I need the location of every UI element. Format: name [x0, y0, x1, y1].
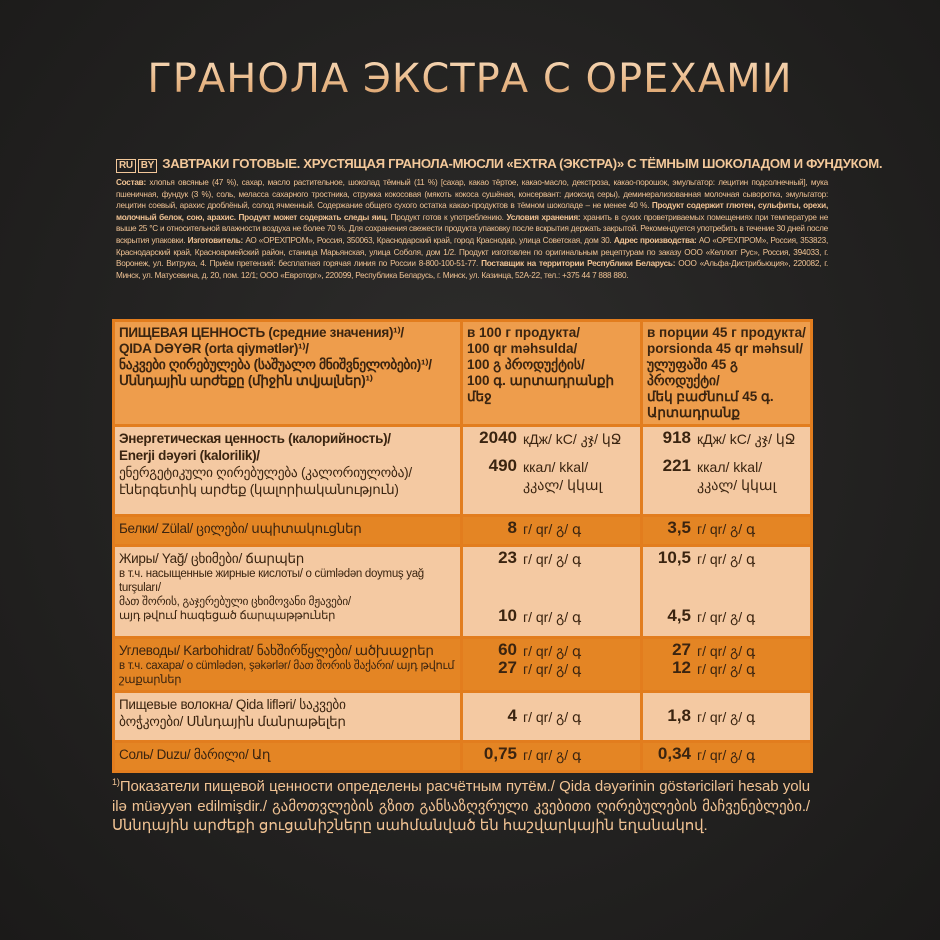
footnote-mark: 1) [112, 777, 120, 787]
table-row [114, 692, 812, 742]
footnote-text: Показатели пищевой ценности определены расчётным путём./ Qida dəyərinin göstəriciləri hesab yolu ilə müəyyən edilmişdir./ გამოთვლების გზით განსაზღვრული კვებითი ღირებულების მაჩვენებლები./ Սննդային արժեքի ցուցանիշները սահմանված են հաշվարկային եղանակով. [112, 778, 810, 834]
page-title: ГРАНОЛА ЭКСТРА С ОРЕХАМИ [0, 56, 940, 102]
product-headline [116, 156, 883, 173]
fiber-portion: 1,8 г/ qr/ გ/ գ [642, 692, 812, 742]
salt-label: Соль/ Duzu/ მარილი/ Աղ [114, 742, 462, 772]
protein-label: Белки/ Zülal/ ცილები/ սպիտակուցներ [114, 516, 462, 546]
energy-portion: 918 кДж/ kC/ კჯ/ կՋ 221 ккал/ kkal/ კკალ/ կկալ [642, 426, 812, 516]
composition-text: Состав: хлопья овсяные (47 %), сахар, масло растительное, шоколад тёмный (11 %) [сахар, какао тёртое, какао-масло, декстроза, какао-порошок, эмульгатор: лецитин подсолнечный], мука пшеничная, фундук (3 %), соль, меласса сахарного тростника, стружка кокосовая (мякоть кокоса сушёная, консервант: диоксид серы), деминерализованная молочная сыворотка, эмульгатор: лецитин соевый, арахис дроблёный, солод ячменный. Содержание общего сухого остатка какао-продуктов в тёмном шоколаде – не менее 40 %. Продукт содержит глютен, сульфиты, орехи, молочный белок, сою, арахис. Продукт может содержать следы яиц. Продукт готов к употреблению. Условия хранения: хранить в сухих проветриваемых помещениях при температуре не выше 25 °С и относительной влажности воздуха не более 70 %. Для сохранения свежести продукта упаковку после вскрытия держать закрытой. Рекомендуется употребить в течение 30 дней после вскрытия упаковки. Изготовитель: АО «ОРЕХПРОМ», Россия, 350063, Краснодарский край, город Краснодар, улица Советская, дом 30. Адрес производства: АО «ОРЕХПРОМ», Россия, 353823, Краснодарский край, Красноармейский район, станица Марьянская, улица Соболя, дом 1/2. Продукт изготовлен по оригинальным рецептурам по заказу ООО «Келлогг Рус», Россия, 394033, г. Воронеж, ул. Витрука, 4. Приём претензий: бесплатная горячая линия по России 8-800-100-51-77. Поставщик на территории Республики Беларусь: ООО «Альфа-Дистрибьюция», 220082, г. Минск, ул. Матусевича, д. 20, пом. 12/1; ООО «Евроторг», 220099, Республика Беларусь, г. Минск, ул. Казинца, 52А-22, тел.: +375 44 7 888 880. [116, 178, 829, 280]
nutrition-table [112, 319, 813, 773]
protein-per100: 8 г/ qr/ გ/ գ [462, 516, 642, 546]
table-row [114, 546, 812, 638]
flag-by: BY [138, 159, 157, 173]
footnote [112, 773, 810, 836]
headline-text: ЗАВТРАКИ ГОТОВЫЕ. ХРУСТЯЩАЯ ГРАНОЛА-МЮСЛИ «EXTRA (ЭКСТРА)» С ТЁМНЫМ ШОКОЛАДОМ И ФУНДУКОМ. [162, 156, 883, 171]
fiber-per100: 4 г/ qr/ გ/ գ [462, 692, 642, 742]
protein-portion: 3,5 г/ qr/ გ/ գ [642, 516, 812, 546]
fiber-label: Пищевые волокна/ Qida lifləri/ საკვები ბოჭკოები/ Սննդային մանրաթելեր [114, 692, 462, 742]
salt-portion: 0,34 г/ qr/ გ/ գ [642, 742, 812, 772]
carbs-label: Углеводы/ Karbohidrat/ ნახშირწყლები/ ածխաջրեր в т.ч. сахара/ o cümlədən, şəkərlər/ მათ შორის შაქარი/ այդ թվում շաքարներ [114, 638, 462, 692]
table-row [114, 426, 812, 516]
table-row [114, 638, 812, 692]
table-row [114, 516, 812, 546]
product-info [116, 156, 883, 281]
carbs-portion: 27 г/ qr/ გ/ գ 12 г/ qr/ გ/ գ [642, 638, 812, 692]
fat-label: Жиры/ Yağ/ ცხიმები/ ճարպեր в т.ч. насыщенные жирные кислоты/ o cümlədən doymuş yağ turşuları/ მათ შორის, გაჯერებული ცხიმოვანი მჟავები/ այդ թվում հագեցած ճարպաթթուներ [114, 546, 462, 638]
energy-label: Энергетическая ценность (калорийность)/ Enerji dəyəri (kalorilik)/ ენერგეტიკული ღირებულება (კალორიულობა)/ էներգետիկ արժեք (կալորիականություն) [114, 426, 462, 516]
energy-per100: 2040 кДж/ kC/ კჯ/ կՋ 490 ккал/ kkal/ კკალ/ կկալ [462, 426, 642, 516]
header-label: ПИЩЕВАЯ ЦЕННОСТЬ (средние значения)¹⁾/ QIDA DƏYƏR (orta qiymətlər)¹⁾/ ნაკვები ღირებულება (საშუალო მნიშვნელობები)¹⁾/ Սննդային արժեքը (միջին տվյալներ)¹⁾ [114, 321, 462, 426]
header-per100: в 100 г продукта/ 100 qr məhsulda/ 100 გ პროდუქტის/ 100 գ. արտադրանքի մեջ [462, 321, 642, 426]
fat-per100: 23 г/ qr/ გ/ գ 10 г/ qr/ გ/ գ [462, 546, 642, 638]
fat-portion: 10,5 г/ qr/ გ/ գ 4,5 г/ qr/ გ/ գ [642, 546, 812, 638]
carbs-per100: 60 г/ qr/ გ/ գ 27 г/ qr/ გ/ գ [462, 638, 642, 692]
header-portion: в порции 45 г продукта/ porsionda 45 qr məhsul/ ულუფაში 45 გ პროდუქტი/ մեկ բաժնում 45 գ. Արտադրանք [642, 321, 812, 426]
salt-per100: 0,75 г/ qr/ გ/ գ [462, 742, 642, 772]
table-row [114, 742, 812, 772]
flag-ru: RU [116, 159, 136, 173]
table-header [114, 321, 812, 426]
